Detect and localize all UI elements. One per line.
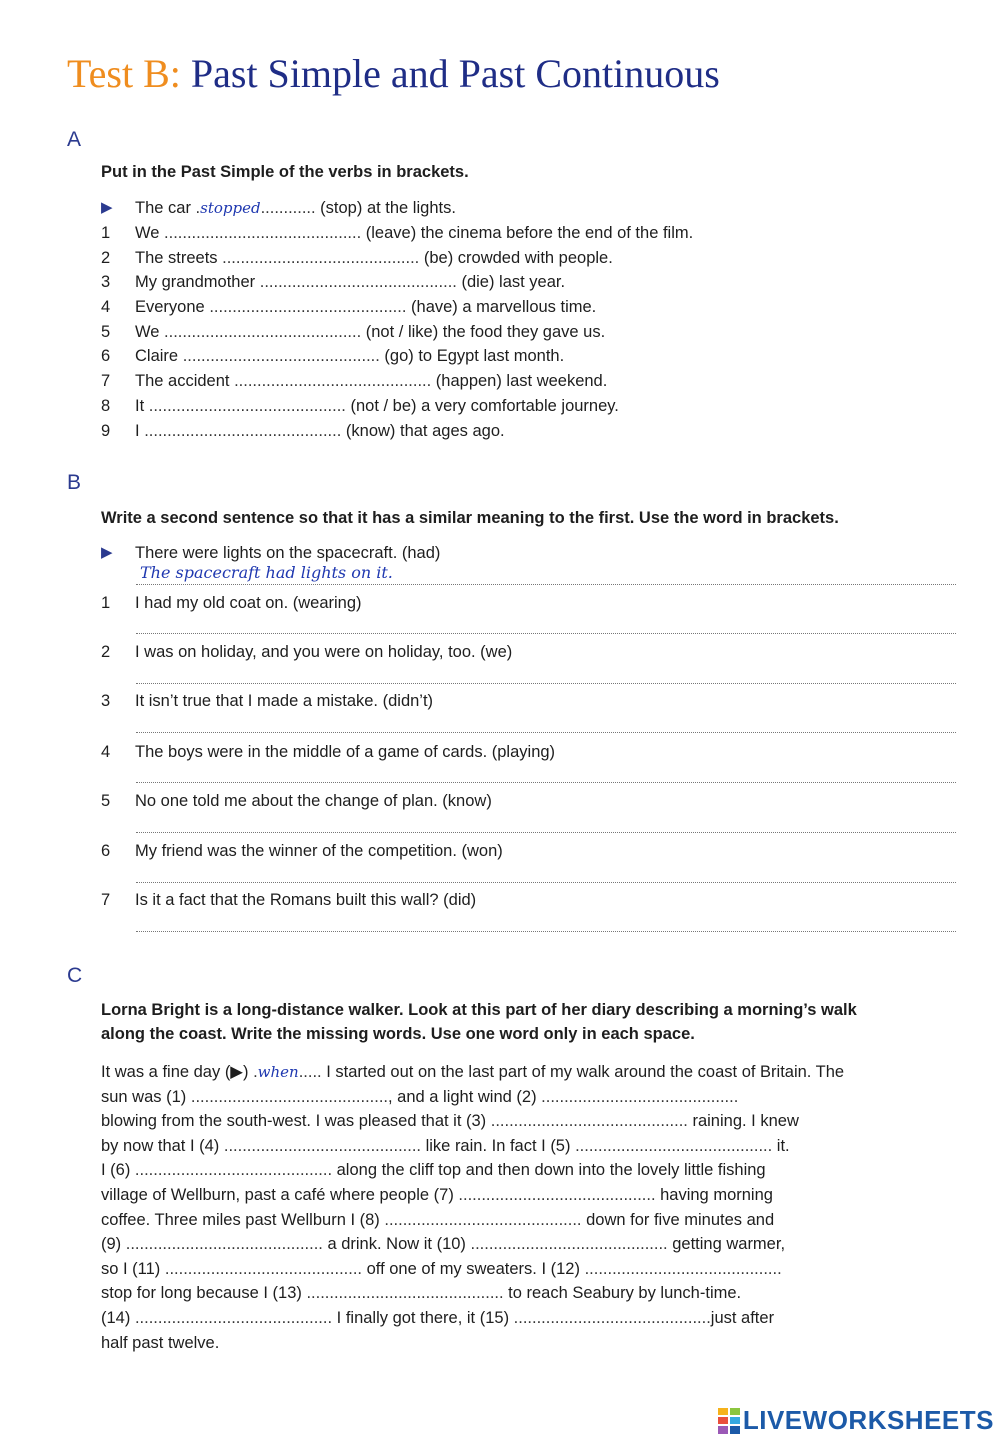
example-arrow-icon: ▶ [101,544,113,561]
liveworksheets-logo [718,1405,994,1436]
list-item: 9 I ........................................... (know) that ages ago. [101,421,505,440]
title-prefix: Test B: [67,51,181,96]
blank-input[interactable]: ........................................... [164,1259,363,1278]
logo-text: LIVEWORKSHEETS [742,1405,994,1435]
liveworksheets-logo-icon [718,1408,740,1434]
list-item: 5 We ........................................... (not / like) the food they gave us. [101,322,606,341]
example-answer-line [136,584,956,585]
answer-line[interactable] [136,633,956,634]
answer-line[interactable] [136,683,956,684]
example-answer: stopped [200,199,261,217]
section-c-instruction-2: along the coast. Write the missing words. Use one word only in each space. [101,1025,695,1043]
text-line: coffee. Three miles past Wellburn I (8) ........................................... down for five minutes and [101,1210,775,1229]
section-a-letter: A [67,128,82,151]
list-item: 5 No one told me about the change of plan. (know) [101,792,492,810]
text-line: (14) ........................................... I finally got there, it (15) ...........................................just after [101,1308,775,1327]
section-b-instruction: Write a second sentence so that it has a similar meaning to the first. Use the word in brackets. [101,509,839,527]
text-line: I (6) ........................................... along the cliff top and then down into the lovely little fishing [101,1161,766,1180]
text-line: stop for long because I (13) ........................................... to reach Seabury by lunch-time. [101,1284,742,1303]
blank-input[interactable]: ........................................... [470,1235,668,1254]
answer-line[interactable] [136,832,956,833]
blank-input[interactable]: ........................................... [259,273,457,292]
blank-input[interactable]: ........................................... [541,1087,739,1106]
answer-line[interactable] [136,782,956,783]
answer-line[interactable] [136,882,956,883]
blank-input[interactable]: ........................................... [384,1210,582,1229]
blank-input[interactable]: ........................................... [134,1161,333,1180]
blank-input[interactable]: ........................................... [125,1235,323,1254]
list-item: 3 It isn’t true that I made a mistake. (didn’t) [101,692,434,710]
blank-input[interactable]: ........................................... [144,421,342,440]
list-item: 2 The streets ........................................... (be) crowded with people. [101,248,613,267]
blank-input[interactable]: ........................................... [234,372,432,391]
example-answer: when [257,1063,299,1081]
blank-input[interactable]: ........................................... [490,1112,688,1131]
section-b-letter: B [67,471,82,494]
blank-input[interactable]: ........................................... [148,396,346,415]
text-line: sun was (1) ..........................................., and a light wind (2) ........................................... [101,1087,739,1106]
blank-input[interactable]: ........................................... [513,1308,711,1327]
text-line: half past twelve. [101,1333,220,1352]
list-item: 7 Is it a fact that the Romans built this wall? (did) [101,891,477,909]
answer-line[interactable] [136,732,956,733]
blank-input[interactable]: ........................................... [190,1087,388,1106]
blank-input[interactable]: ........................................... [164,322,362,341]
example-answer: The spacecraft had lights on it. [140,563,393,582]
page-title [67,50,720,98]
blank-input[interactable]: ........................................... [182,347,380,366]
section-a-list [101,221,981,443]
text-line: It was a fine day (▶) .when..... I started out on the last part of my walk around the coast of Britain. The [101,1063,845,1081]
example-arrow-icon: ▶ [101,199,113,216]
list-item: 4 Everyone ........................................... (have) a marvellous time. [101,298,597,317]
text-line: (9) ........................................... a drink. Now it (10) ........................................... getting warmer, [101,1235,786,1254]
blank-input[interactable]: ........................................... [223,1136,422,1155]
text-line: village of Wellburn, past a café where people (7) ........................................... having morning [101,1185,773,1204]
example-after: (stop) at the lights. [315,199,456,217]
text-line: by now that I (4) ........................................... like rain. In fact I (5) ........................................... it. [101,1136,790,1155]
section-a-instruction: Put in the Past Simple of the verbs in brackets. [101,163,469,181]
example-before: The car [135,199,196,217]
blank-input[interactable]: ........................................... [222,248,420,267]
list-item: 7 The accident ........................................... (happen) last weekend. [101,372,608,391]
section-a-example: ▶ The car .stopped............ (stop) at the lights. [101,196,981,221]
blank-input[interactable]: ........................................... [209,298,407,317]
list-item: 2 I was on holiday, and you were on holiday, too. (we) [101,643,513,661]
list-item: 1 I had my old coat on. (wearing) [101,594,362,612]
example-sentence: There were lights on the spacecraft. (had) [135,544,441,562]
answer-line[interactable] [136,931,956,932]
list-item: 3 My grandmother ........................................... (die) last year. [101,273,566,292]
list-item: 1 We ........................................... (leave) the cinema before the end of the film. [101,224,694,242]
blank-input[interactable]: ........................................... [575,1136,773,1155]
list-item: 6 Claire ........................................... (go) to Egypt last month. [101,347,565,366]
section-c-instruction-1: Lorna Bright is a long-distance walker. Look at this part of her diary describing a morning’s walk [101,1001,857,1019]
text-line: so I (11) ........................................... off one of my sweaters. I (12) ........................................... [101,1259,782,1278]
blank-input[interactable]: ........................................... [584,1259,782,1278]
blank-input[interactable]: ........................................... [458,1185,656,1204]
list-item: 6 My friend was the winner of the competition. (won) [101,842,503,860]
section-c-letter: C [67,964,83,987]
blank-input[interactable]: ........................................... [306,1284,504,1303]
title-main: Past Simple and Past Continuous [190,51,720,96]
diary-text [101,1060,971,1355]
text-line: blowing from the south-west. I was pleased that it (3) ........................................... raining. I knew [101,1112,799,1131]
list-item: 8 It ........................................... (not / be) a very comfortable journey. [101,396,619,415]
list-item: 4 The boys were in the middle of a game of cards. (playing) [101,743,556,761]
blank-input[interactable]: ........................................... [164,224,362,242]
blank-input[interactable]: ........................................... [134,1308,333,1327]
